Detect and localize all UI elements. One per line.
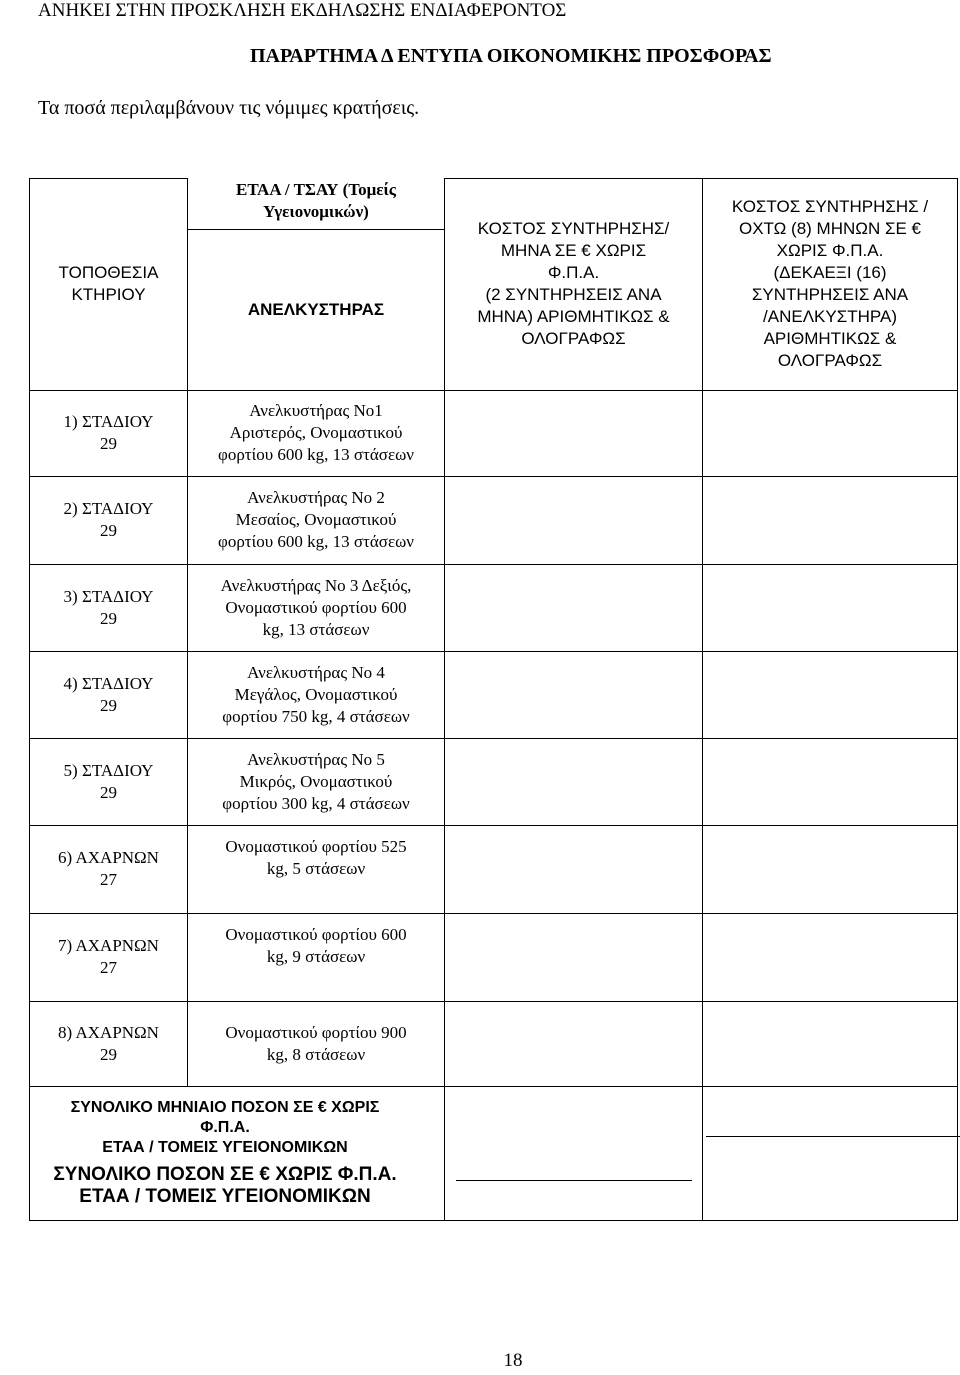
row-elevator: Ονομαστικού φορτίου 600 kg, 9 στάσεων: [188, 913, 445, 1001]
row-eight-month-cost-cell[interactable]: [703, 651, 958, 738]
table-row: [30, 913, 958, 1001]
elevator-header: ΑΝΕΛΚΥΣΤΗΡΑΣ: [188, 229, 445, 390]
row-location: 4) ΣΤΑΔΙΟΥ 29: [30, 651, 188, 738]
overall-total-cell[interactable]: [445, 1086, 703, 1220]
table-row: [30, 738, 958, 825]
row-monthly-cost-cell[interactable]: [445, 825, 703, 913]
offer-table: [29, 178, 958, 1221]
amounts-note: Τα ποσά περιλαμβάνουν τις νόμιμες κρατήσεις.: [38, 97, 420, 119]
monthly-total-cell[interactable]: [703, 1086, 958, 1220]
overall-total-line[interactable]: [456, 1180, 692, 1181]
row-location: 6) ΑΧΑΡΝΩΝ 27: [30, 825, 188, 913]
eight-month-cost-header: ΚΟΣΤΟΣ ΣΥΝΤΗΡΗΣΗΣ / ΟΧΤΩ (8) ΜΗΝΩΝ ΣΕ € ΧΩΡΙΣ Φ.Π.Α. (ΔΕΚΑΕΞΙ (16) ΣΥΝΤΗΡΗΣΕΙΣ ΑΝΑ /ΑΝΕΛΚΥΣΤΗΡΑ) ΑΡΙΘΜΗΤΙΚΩΣ & ΟΛΟΓΡΑΦΩΣ: [703, 179, 958, 391]
row-elevator: Ανελκυστήρας Νο 4 Μεγάλος, Ονομαστικού φορτίου 750 kg, 4 στάσεων: [188, 651, 445, 738]
row-location: 1) ΣΤΑΔΙΟΥ 29: [30, 390, 188, 476]
row-elevator: Ονομαστικού φορτίου 525 kg, 5 στάσεων: [188, 825, 445, 913]
row-location: 8) ΑΧΑΡΝΩΝ 29: [30, 1001, 188, 1086]
row-location: 5) ΣΤΑΔΙΟΥ 29: [30, 738, 188, 825]
row-location: 2) ΣΤΑΔΙΟΥ 29: [30, 476, 188, 564]
row-eight-month-cost-cell[interactable]: [703, 738, 958, 825]
row-monthly-cost-cell[interactable]: [445, 738, 703, 825]
row-elevator: Ονομαστικού φορτίου 900 kg, 8 στάσεων: [188, 1001, 445, 1086]
row-eight-month-cost-cell[interactable]: [703, 1001, 958, 1086]
totals-labels: ΣΥΝΟΛΙΚΟ ΜΗΝΙΑΙΟ ΠΟΣΟΝ ΣΕ € ΧΩΡΙΣ Φ.Π.Α. ΕΤΑΑ / ΤΟΜΕΙΣ ΥΓΕΙΟΝΟΜΙΚΩΝ ΣΥΝΟΛΙΚΟ ΠΟΣΟΝ ΣΕ € ΧΩΡΙΣ Φ.Π.Α. ΕΤΑΑ / ΤΟΜΕΙΣ ΥΓΕΙΟΝΟΜΙΚΩΝ: [30, 1086, 445, 1220]
location-header: ΤΟΠΟΘΕΣΙΑ ΚΤΗΡΙΟΥ: [30, 179, 188, 391]
row-eight-month-cost-cell[interactable]: [703, 825, 958, 913]
row-elevator: Ανελκυστήρας Νο1 Αριστερός, Ονομαστικού φορτίου 600 kg, 13 στάσεων: [188, 390, 445, 476]
row-monthly-cost-cell[interactable]: [445, 564, 703, 651]
row-location: 3) ΣΤΑΔΙΟΥ 29: [30, 564, 188, 651]
row-monthly-cost-cell[interactable]: [445, 390, 703, 476]
row-eight-month-cost-cell[interactable]: [703, 476, 958, 564]
row-eight-month-cost-cell[interactable]: [703, 390, 958, 476]
page-number: 18: [503, 1350, 523, 1371]
row-eight-month-cost-cell[interactable]: [703, 564, 958, 651]
row-monthly-cost-cell[interactable]: [445, 476, 703, 564]
row-elevator: Ανελκυστήρας Νο 2 Μεσαίος, Ονομαστικού φορτίου 600 kg, 13 στάσεων: [188, 476, 445, 564]
table-row: [30, 1001, 958, 1086]
monthly-cost-header: ΚΟΣΤΟΣ ΣΥΝΤΗΡΗΣΗΣ/ ΜΗΝΑ ΣΕ € ΧΩΡΙΣ Φ.Π.Α. (2 ΣΥΝΤΗΡΗΣΕΙΣ ΑΝΑ ΜΗΝΑ) ΑΡΙΘΜΗΤΙΚΩΣ & ΟΛΟΓΡΑΦΩΣ: [445, 179, 703, 391]
table-row: [30, 825, 958, 913]
table-row: [30, 390, 958, 476]
table-row: [30, 564, 958, 651]
row-elevator: Ανελκυστήρας Νο 3 Δεξιός, Ονομαστικού φορτίου 600 kg, 13 στάσεων: [188, 564, 445, 651]
row-location: 7) ΑΧΑΡΝΩΝ 27: [30, 913, 188, 1001]
top-line: ΑΝΗΚΕΙ ΣΤΗΝ ΠΡΟΣΚΛΗΣΗ ΕΚΔΗΛΩΣΗΣ ΕΝΔΙΑΦΕΡΟΝΤΟΣ: [38, 0, 567, 21]
monthly-total-line[interactable]: [706, 1136, 960, 1137]
row-eight-month-cost-cell[interactable]: [703, 913, 958, 1001]
table-row: [30, 476, 958, 564]
row-elevator: Ανελκυστήρας Νο 5 Μικρός, Ονομαστικού φορτίου 300 kg, 4 στάσεων: [188, 738, 445, 825]
totals-row: [30, 1086, 958, 1220]
row-monthly-cost-cell[interactable]: [445, 1001, 703, 1086]
row-monthly-cost-cell[interactable]: [445, 913, 703, 1001]
group-title: ΕΤΑΑ / ΤΣΑΥ (Τομείς Υγειονομικών): [236, 179, 396, 221]
row-monthly-cost-cell[interactable]: [445, 651, 703, 738]
table-row: [30, 651, 958, 738]
annex-title: ΠΑΡΑΡΤΗΜΑ Δ ΕΝΤΥΠΑ ΟΙΚΟΝΟΜΙΚΗΣ ΠΡΟΣΦΟΡΑΣ: [250, 45, 772, 67]
